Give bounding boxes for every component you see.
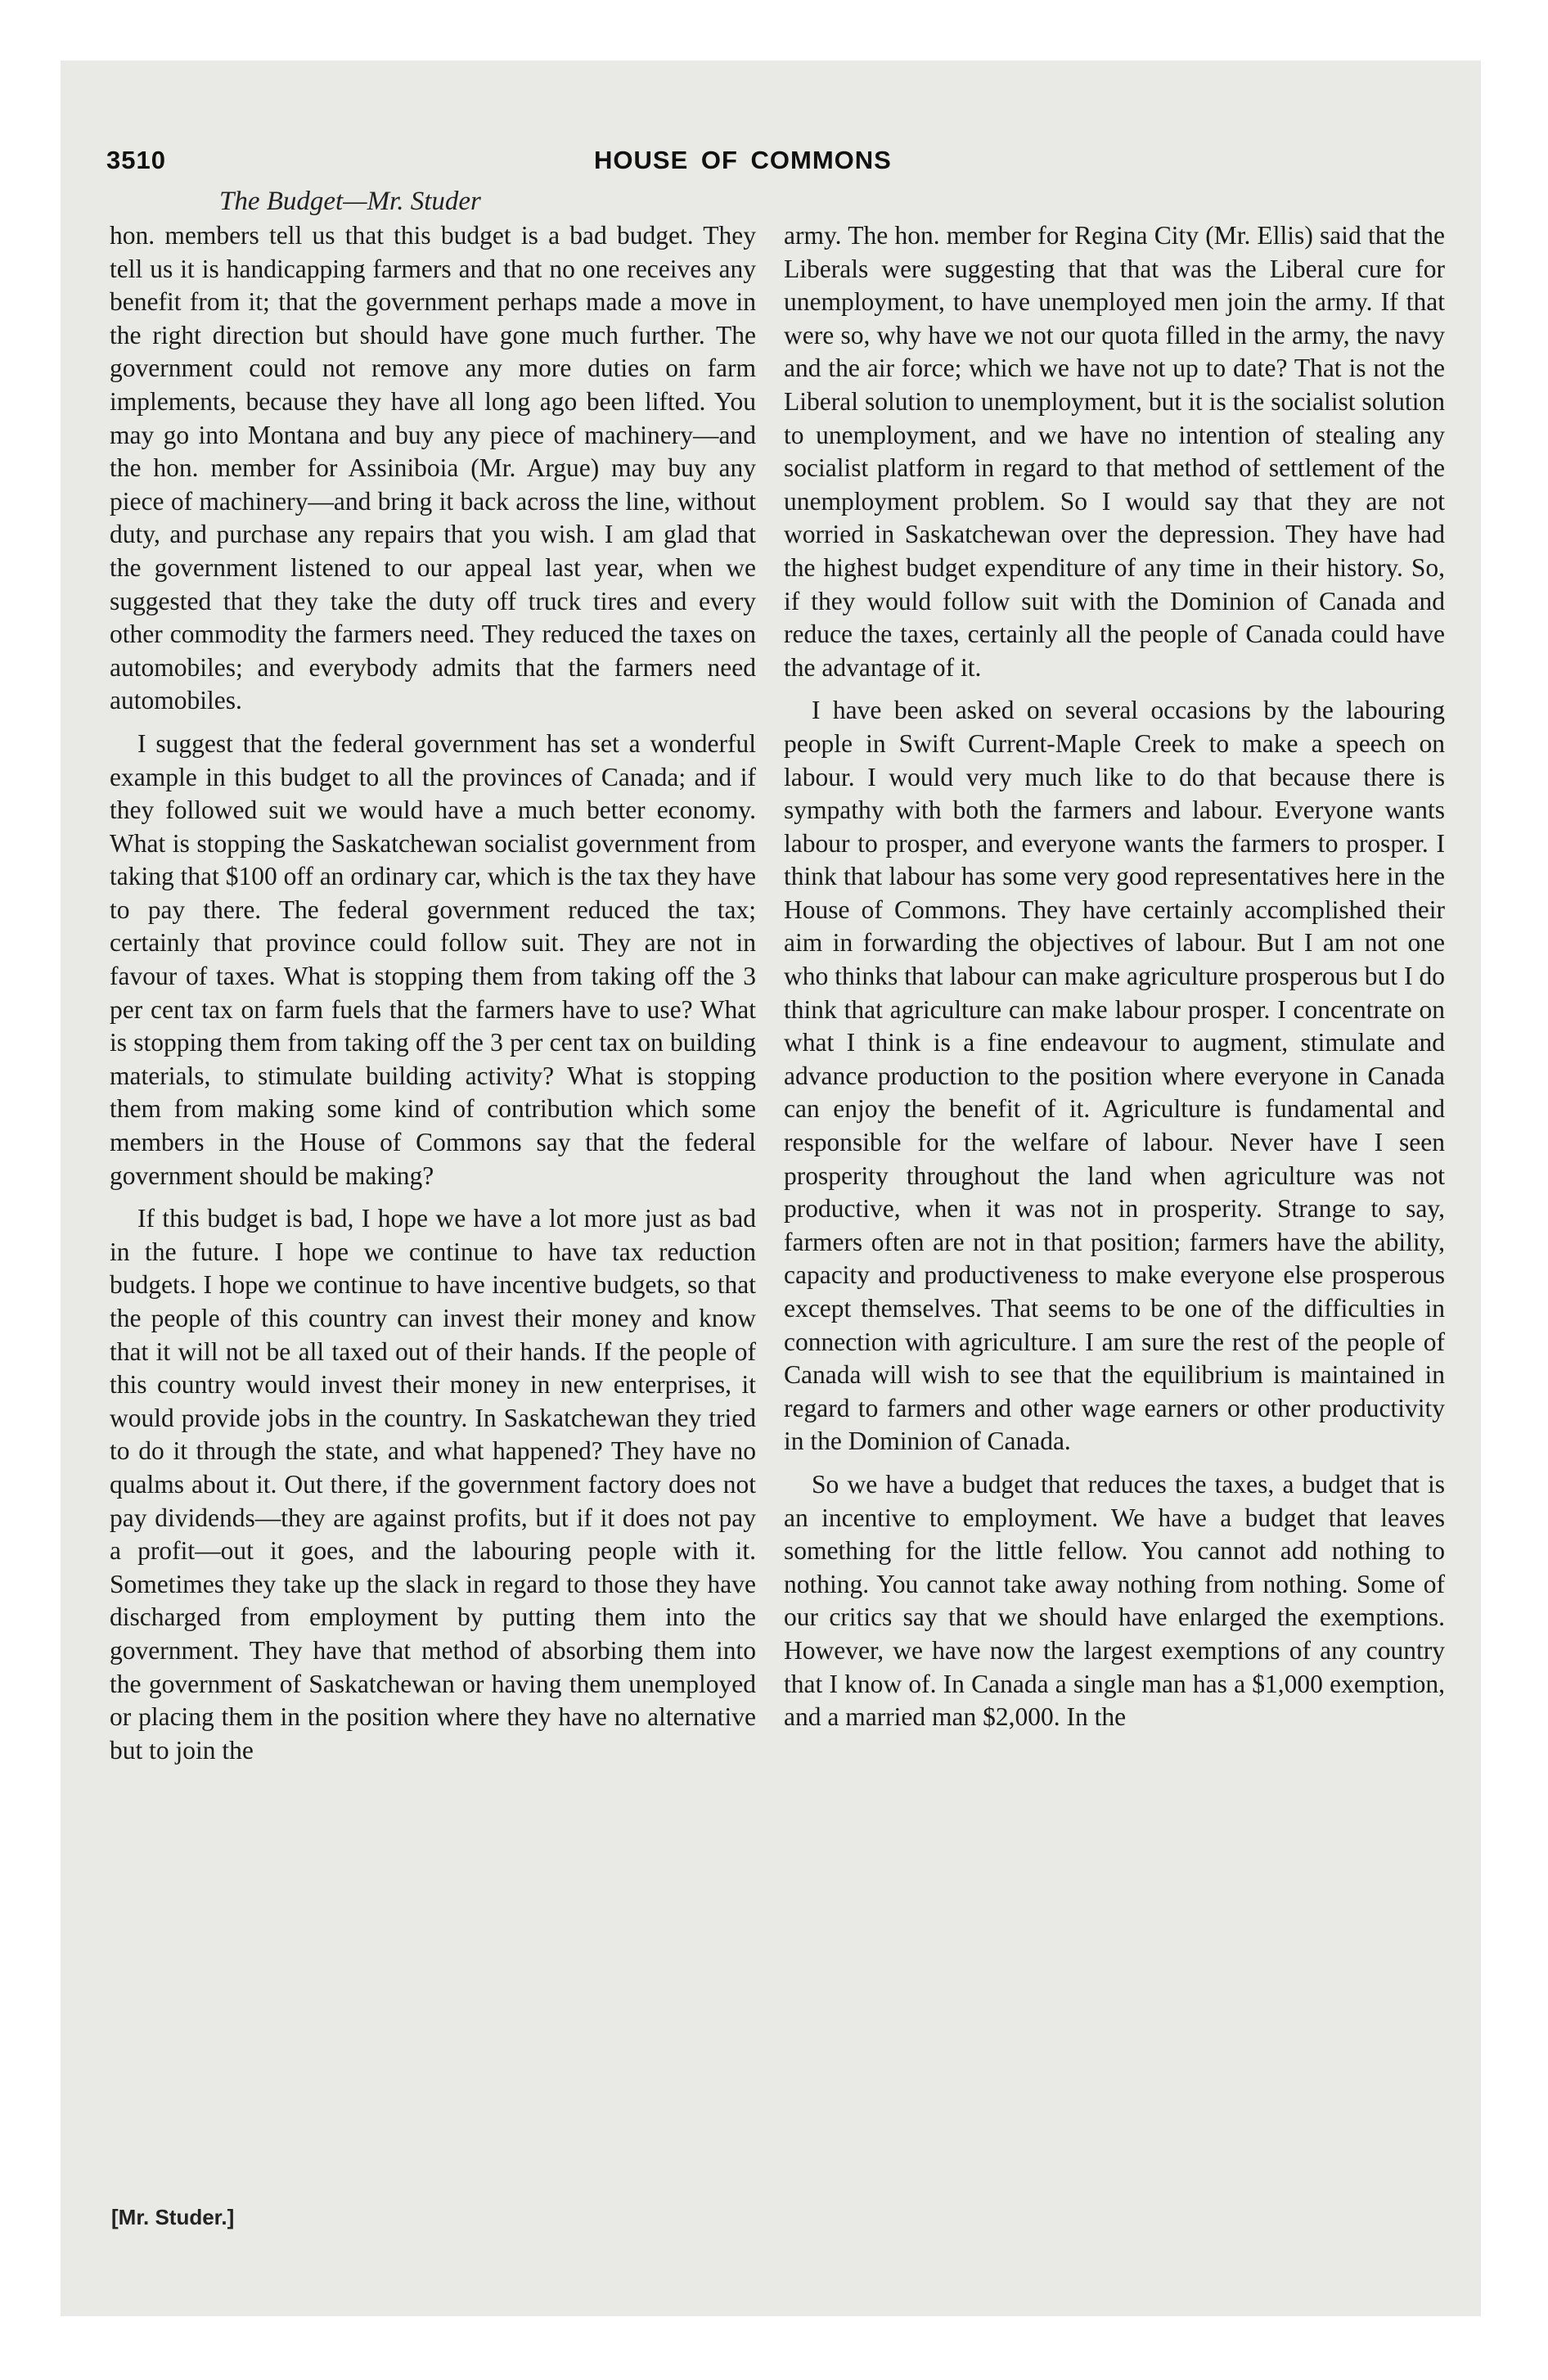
paragraph: If this budget is bad, I hope we have a lot more just as bad in the future. I hope we continue to have tax reduction budgets. I hope we continue to have incentive budgets, so that the people of this country can invest their money and know that it will not be all taxed out of their hands. If the people of this country would invest their money in new enterprises, it would provide jobs in the country. In Saskatchewan they tried to do it through the state, and what happened? They have no qualms about it. Out there, if the government factory does not pay dividends—they are against profits, but if it does not pay a profit—out it goes, and the labouring people with it. Sometimes they take up the slack in regard to those they have discharged from employment by putting them into the government. They have that method of absorbing them into the government of Saskatchewan or having them unemployed or placing them in the position where they have no alternative but to join the	[110, 1204, 756, 1765]
paragraph: I have been asked on several occasions by the labouring people in Swift Current-Maple Creek to make a speech on labour. I would very much like to do that because there is sympathy with both the farmers and labour. Everyone wants labour to prosper, and everyone wants the farmers to prosper. I think that labour has some very good representatives here in the House of Commons. They have certainly accomplished their aim in forwarding the objectives of labour. But I am not one who thinks that labour can make agriculture prosperous but I do think that agriculture can make labour prosper. I concentrate on what I think is a fine endeavour to augment, stimulate and advance production to the position where everyone in Canada can enjoy the benefit of it. Agriculture is fundamental and responsible for the welfare of labour. Never have I seen prosperity throughout the land when agriculture was not productive, when it was not in prosperity. Strange to say, farmers often are not in that position; farmers have the ability, capacity and productiveness to make everyone else prosperous except themselves. That seems to be one of the difficulties in connection with agriculture. I am sure the rest of the people of Canada will wish to see that the equilibrium is maintained in regard to farmers and other wage earners or other productivity in the Dominion of Canada.	[784, 696, 1445, 1456]
footer-speaker: [Mr. Studer.]	[111, 2205, 235, 2229]
page-title: HOUSE OF COMMONS	[594, 146, 892, 174]
left-column	[110, 219, 756, 1767]
paragraph: army. The hon. member for Regina City (Mr. Ellis) said that the Liberals were suggesting that that was the Liberal cure for unemployment, to have unemployed men join the army. If that were so, why have we not our quota filled in the army, the navy and the air force; which we have not up to date? That is not the Liberal solution to unemployment, but it is the socialist solution to unemployment, and we have no intention of stealing any socialist platform in regard to that method of settlement of the unemployment problem. So I would say that they are not worried in Saskatchewan over the depression. They have had the highest budget expenditure of any time in their history. So, if they would follow suit with the Dominion of Canada and reduce the taxes, certainly all the people of Canada could have the advantage of it.	[784, 221, 1445, 682]
paragraph: I suggest that the federal government has set a wonderful example in this budget to all the provinces of Canada; and if they followed suit we would have a much better economy. What is stopping the Saskatchewan socialist government from taking that $100 off an ordinary car, which is the tax they have to pay there. The federal government reduced the tax; certainly that province could follow suit. They are not in favour of taxes. What is stopping them from taking off the 3 per cent tax on farm fuels that the farmers have to use? What is stopping them from taking off the 3 per cent tax on building materials, to stimulate building activity? What is stopping them from making some kind of contribution which some members in the House of Commons say that the federal government should be making?	[110, 728, 756, 1190]
right-column	[784, 219, 1445, 1734]
paragraph: So we have a budget that reduces the taxes, a budget that is an incentive to employment. We have a budget that leaves something for the little fellow. You cannot add nothing to nothing. You cannot take away nothing from nothing. Some of our critics say that we should have enlarged the exemptions. However, we have now the largest exemptions of any country that I know of. In Canada a single man has a $1,000 exemption, and a married man $2,000. In the	[784, 1469, 1445, 1732]
paragraph: hon. members tell us that this budget is a bad budget. They tell us it is handicapping farmers and that no one receives any benefit from it; that the government perhaps made a move in the right direction but should have gone much further. The government could not remove any more duties on farm implements, because they have all long ago been lifted. You may go into Montana and buy any piece of machinery—and the hon. member for Assiniboia (Mr. Argue) may buy any piece of machinery—and bring it back across the line, without duty, and purchase any repairs that you wish. I am glad that the government listened to our appeal last year, when we suggested that they take the duty off truck tires and every other commodity the farmers need. They reduced the taxes on automobiles; and everybody admits that the farmers need automobiles.	[110, 221, 756, 715]
page-number: 3510	[106, 146, 166, 174]
running-head: The Budget—Mr. Studer	[219, 187, 481, 216]
